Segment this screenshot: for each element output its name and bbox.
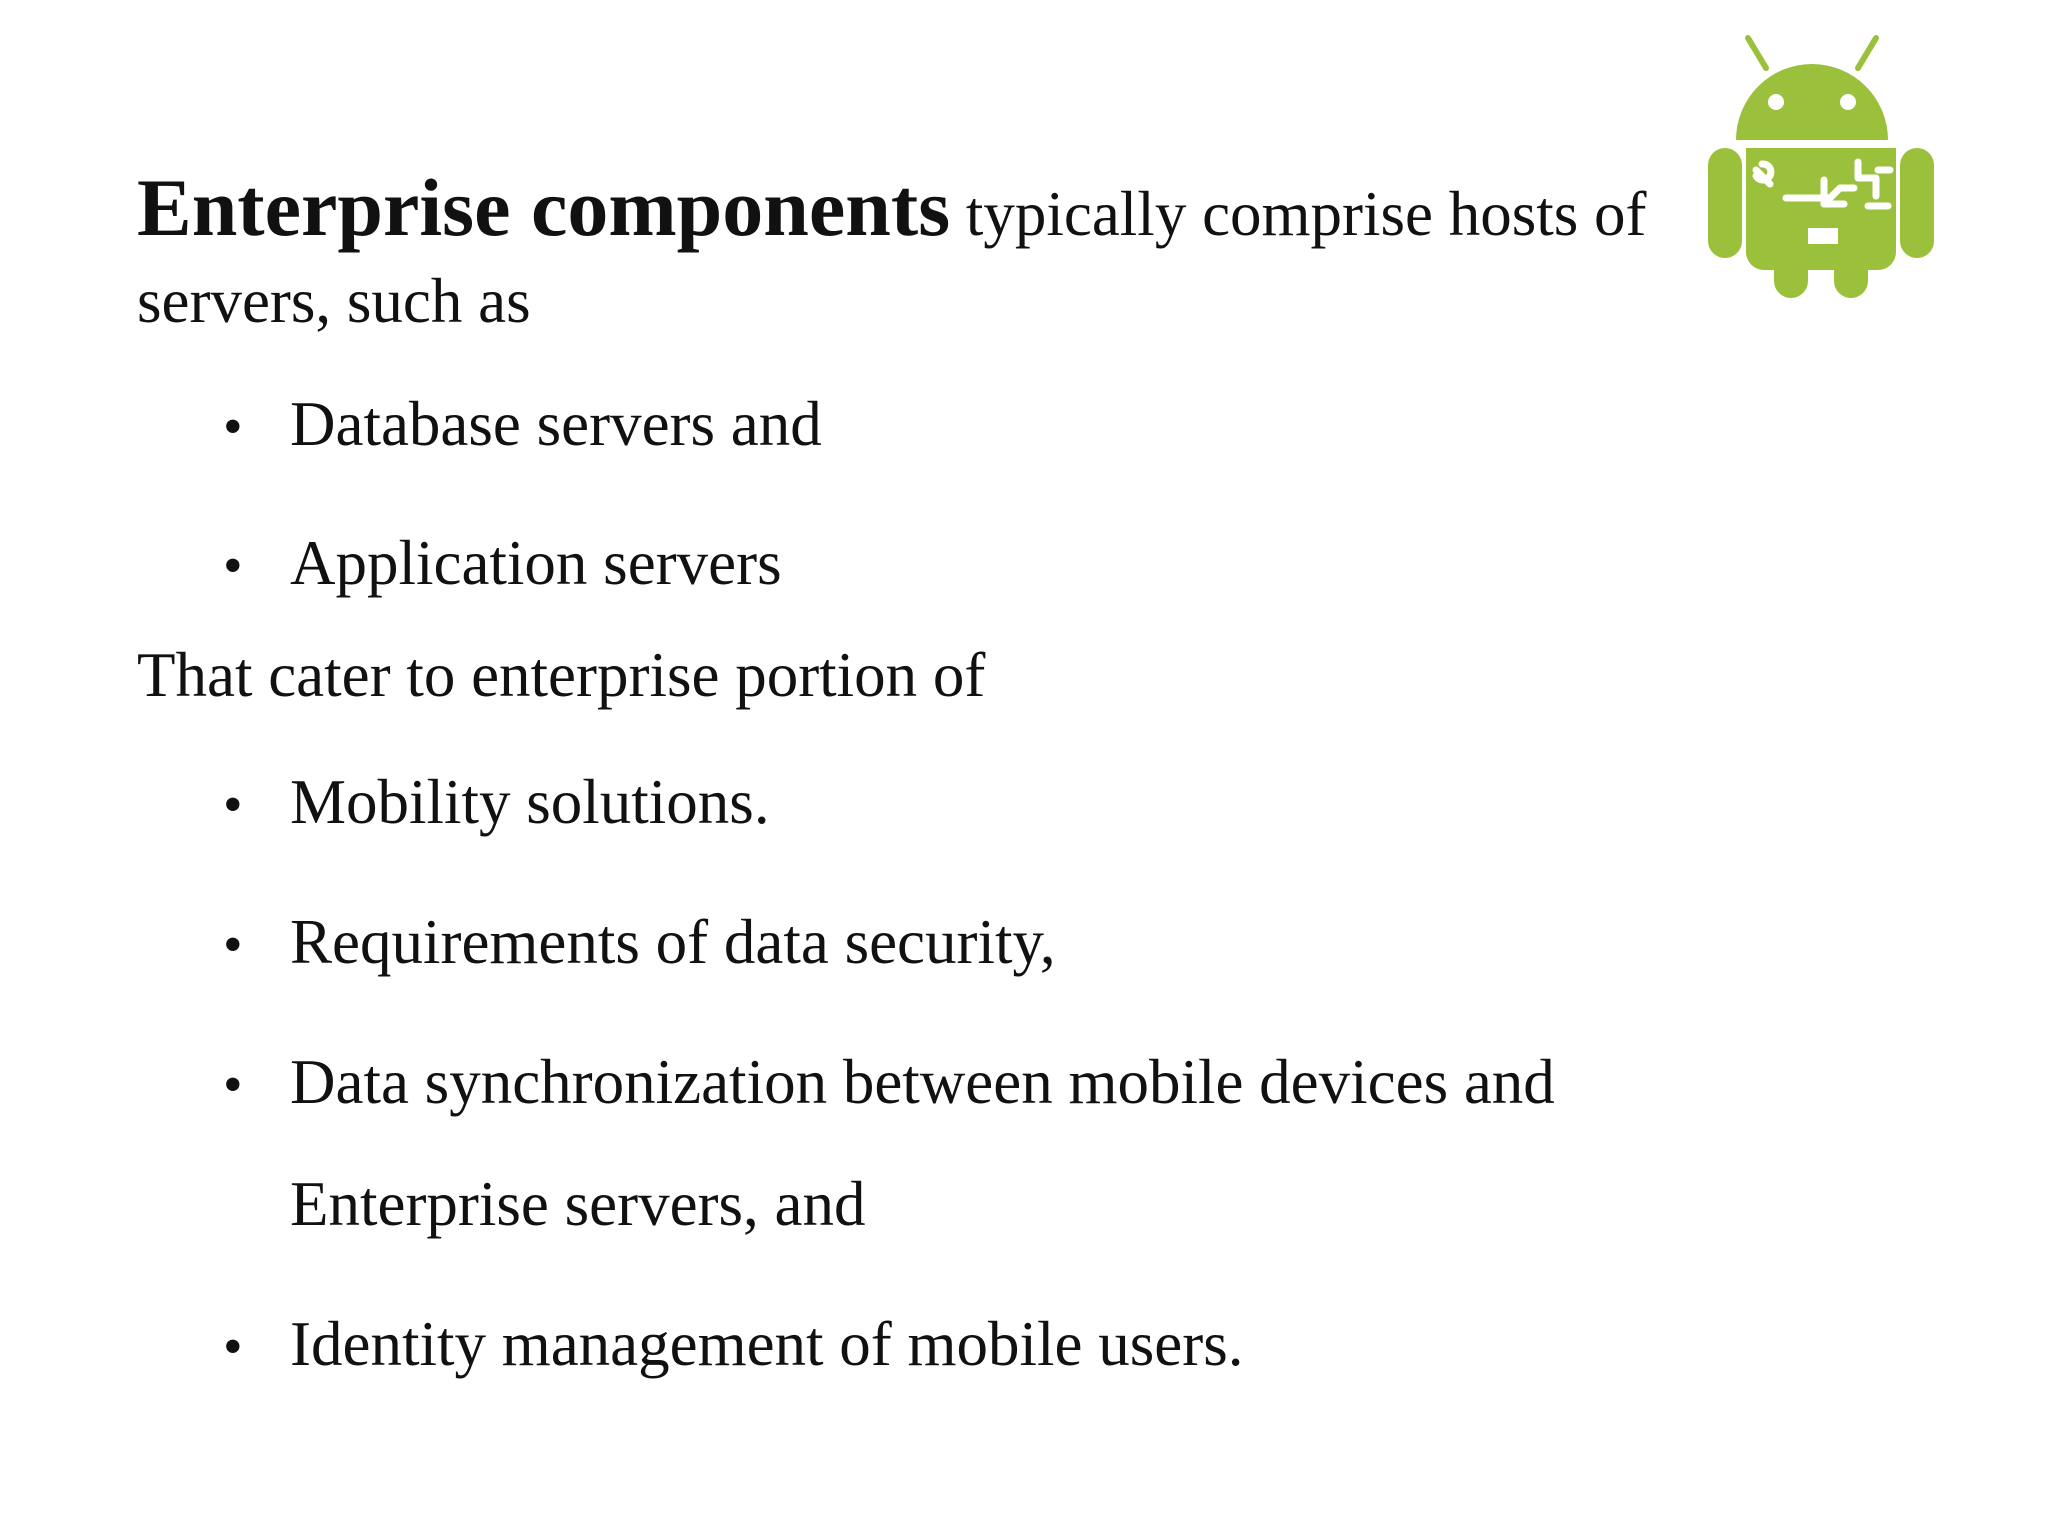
list-item-text: Identity management of mobile users. [290, 1309, 1244, 1379]
bullet-icon: • [223, 396, 243, 458]
heading-bold-text: Enterprise components [137, 162, 951, 253]
list-item [223, 1309, 1244, 1379]
heading-rest-text: typically comprise hosts of [965, 179, 1647, 249]
heading-line [137, 162, 1647, 253]
list-item-text: Application servers [290, 528, 782, 598]
bullet-icon: • [223, 535, 243, 597]
bullet-icon: • [223, 1316, 243, 1378]
list-item [223, 767, 770, 837]
list-item [223, 1047, 1555, 1117]
android-robot-icon [1708, 30, 1934, 298]
list-item [223, 907, 1056, 977]
list-item [223, 389, 822, 459]
heading-line-2: servers, such as [137, 266, 531, 336]
bullet-icon: • [223, 774, 243, 836]
list-item [223, 528, 782, 598]
list-item-text: Database servers and [290, 389, 822, 459]
list-item-text: Requirements of data security, [290, 907, 1056, 977]
bullet-icon: • [223, 1054, 243, 1116]
list-item-text: Mobility solutions. [290, 767, 770, 837]
list-item-continuation: Enterprise servers, and [290, 1169, 866, 1239]
bullet-icon: • [223, 914, 243, 976]
list-item-text: Data synchronization between mobile devices and [290, 1047, 1555, 1117]
paragraph-text: That cater to enterprise portion of [137, 640, 986, 710]
